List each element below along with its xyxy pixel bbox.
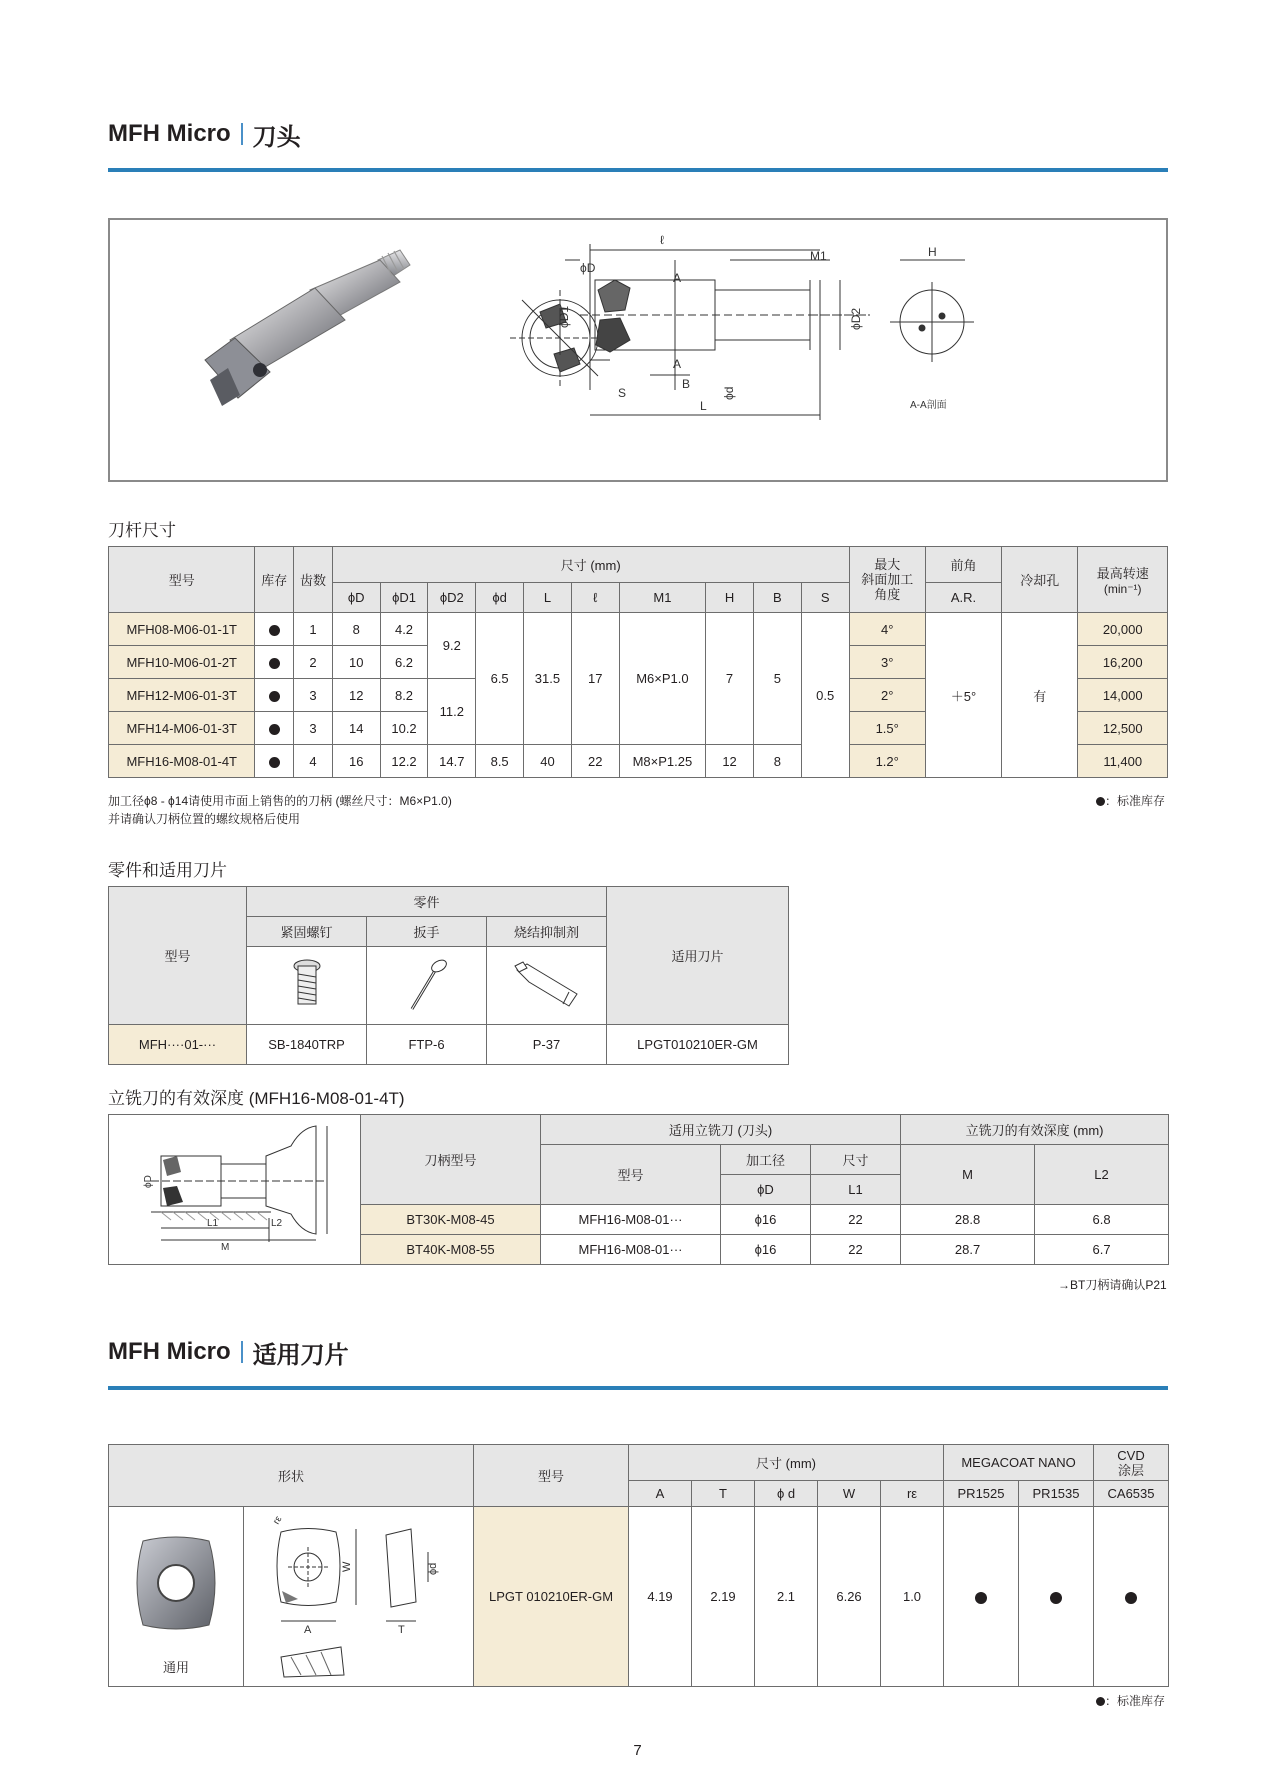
section-title: MFH Micro bbox=[108, 1338, 231, 1365]
stock-dot-icon bbox=[269, 658, 280, 669]
th-col-D: ϕD bbox=[332, 583, 380, 613]
label-L: L bbox=[700, 399, 707, 413]
cell-teeth: 3 bbox=[294, 679, 333, 712]
th-parts-model: 型号 bbox=[109, 887, 247, 1025]
cell-D: 8 bbox=[332, 613, 380, 646]
th-grade-CA6535: CA6535 bbox=[1094, 1481, 1169, 1507]
label-phiD1: ϕD1 bbox=[557, 305, 571, 328]
cell-applicable-model: MFH16-M08-01··· bbox=[541, 1235, 721, 1265]
th-col-H: H bbox=[706, 583, 754, 613]
cell-A: 4.19 bbox=[629, 1507, 692, 1687]
section-subtitle: 刀头 bbox=[252, 123, 301, 151]
label-A-bottom: A bbox=[673, 357, 682, 371]
label-A-top: A bbox=[673, 271, 682, 285]
anti-seize-picture-cell bbox=[487, 947, 607, 1025]
insert-photo-cell bbox=[109, 1507, 244, 1687]
cell-D1: 4.2 bbox=[380, 613, 428, 646]
th-grade-PR1525: PR1525 bbox=[944, 1481, 1019, 1507]
cell-D1: 8.2 bbox=[380, 679, 428, 712]
th-insert-model: 型号 bbox=[474, 1445, 629, 1507]
cell-M1: M6×P1.0 bbox=[619, 613, 705, 745]
cell-model: MFH12-M06-01-3T bbox=[109, 679, 255, 712]
legend-text: ：标准库存 bbox=[1105, 1694, 1166, 1708]
cell-PR1525 bbox=[944, 1507, 1019, 1687]
th-teeth: 齿数 bbox=[294, 547, 333, 613]
cell-PR1535 bbox=[1019, 1507, 1094, 1687]
cell-teeth: 4 bbox=[294, 745, 333, 778]
cell-speed: 14,000 bbox=[1078, 679, 1168, 712]
cell-B: 5 bbox=[753, 613, 801, 745]
table1-legend bbox=[1096, 792, 1165, 809]
stock-dot-icon bbox=[1050, 1592, 1062, 1604]
label-phid: ϕd bbox=[722, 386, 736, 400]
label-section: A-A剖面 bbox=[910, 400, 947, 411]
cell-applicable-model: MFH16-M08-01··· bbox=[541, 1205, 721, 1235]
label-L2: L2 bbox=[270, 1218, 282, 1229]
cell-stock bbox=[255, 646, 294, 679]
th-rake: 前角 bbox=[925, 547, 1001, 583]
cell-model: MFH10-M06-01-2T bbox=[109, 646, 255, 679]
cell-holder: BT30K-M08-45 bbox=[361, 1205, 541, 1235]
th-wrench: 扳手 bbox=[367, 917, 487, 947]
screw-picture-cell bbox=[247, 947, 367, 1025]
title-separator bbox=[241, 123, 243, 145]
th-col-M1: M1 bbox=[619, 583, 705, 613]
stock-dot-icon bbox=[975, 1592, 987, 1604]
th-insert: 适用刀片 bbox=[607, 887, 789, 1025]
cell-angle: 2° bbox=[849, 679, 925, 712]
tool-head-figure bbox=[108, 218, 1168, 482]
th-cvd: CVD 涂层 bbox=[1094, 1445, 1169, 1481]
th-coolant: 冷却孔 bbox=[1002, 547, 1078, 613]
cell-D2: 9.2 bbox=[428, 613, 476, 679]
label-depth-phiD: ϕD bbox=[142, 1175, 154, 1188]
th-col-D1: ϕD1 bbox=[380, 583, 428, 613]
cell-D2: 14.7 bbox=[428, 745, 476, 778]
shank-dimensions-table bbox=[108, 546, 1168, 778]
th-max-angle: 最大 斜面加工 角度 bbox=[849, 547, 925, 613]
cell-stock bbox=[255, 712, 294, 745]
wrench-picture-cell bbox=[367, 947, 487, 1025]
label-re: rε bbox=[270, 1514, 284, 1527]
th-L2: L2 bbox=[1035, 1145, 1169, 1205]
cell-D1: 10.2 bbox=[380, 712, 428, 745]
th-col-T: T bbox=[692, 1481, 755, 1507]
label-B: B bbox=[682, 377, 691, 391]
header-rule bbox=[108, 168, 1168, 172]
th-dimensions: 尺寸 (mm) bbox=[332, 547, 849, 583]
cell-stock bbox=[255, 613, 294, 646]
th-insert-dims: 尺寸 (mm) bbox=[629, 1445, 944, 1481]
stock-dot-icon bbox=[1096, 797, 1105, 806]
cell-L2: 6.7 bbox=[1035, 1235, 1169, 1265]
cell-D: 14 bbox=[332, 712, 380, 745]
label-M1: M1 bbox=[810, 249, 827, 263]
th-col-D2: ϕD2 bbox=[428, 583, 476, 613]
page-number: 7 bbox=[633, 1742, 642, 1759]
cell-angle: 3° bbox=[849, 646, 925, 679]
cell-ell: 22 bbox=[571, 745, 619, 778]
effective-depth-heading: 立铣刀的有效深度 (MFH16-M08-01-4T) bbox=[108, 1089, 405, 1108]
th-max-speed bbox=[1078, 547, 1168, 613]
cell-D1: 6.2 bbox=[380, 646, 428, 679]
th-screw: 紧固螺钉 bbox=[247, 917, 367, 947]
cell-angle: 1.5° bbox=[849, 712, 925, 745]
th-applicable-model: 型号 bbox=[541, 1145, 721, 1205]
cell-M1: M8×P1.25 bbox=[619, 745, 705, 778]
cell-insert-model: LPGT 010210ER-GM bbox=[474, 1507, 629, 1687]
cell-re: 1.0 bbox=[881, 1507, 944, 1687]
cell-angle: 4° bbox=[849, 613, 925, 646]
table-row bbox=[109, 1507, 1169, 1687]
th-col-A: A bbox=[629, 1481, 692, 1507]
cell-dia: ϕ16 bbox=[721, 1205, 811, 1235]
cell-d: 2.1 bbox=[755, 1507, 818, 1687]
th-M: M bbox=[901, 1145, 1035, 1205]
cell-teeth: 3 bbox=[294, 712, 333, 745]
th-col-W: W bbox=[818, 1481, 881, 1507]
cell-teeth: 2 bbox=[294, 646, 333, 679]
tool-photo bbox=[205, 250, 410, 406]
cell-D: 10 bbox=[332, 646, 380, 679]
cell-W: 6.26 bbox=[818, 1507, 881, 1687]
stock-dot-icon bbox=[1125, 1592, 1137, 1604]
insert-table bbox=[108, 1444, 1169, 1687]
bt-holder-note: →BT刀柄请确认P21 bbox=[1058, 1278, 1167, 1292]
table-row bbox=[109, 613, 1168, 646]
label-M: M bbox=[220, 1242, 229, 1253]
cell-parts-model: MFH····01-··· bbox=[109, 1025, 247, 1065]
th-anti-seize: 烧结抑制剂 bbox=[487, 917, 607, 947]
section-header-inserts bbox=[108, 1336, 1168, 1368]
cell-model: MFH14-M06-01-3T bbox=[109, 712, 255, 745]
cell-L1: 22 bbox=[811, 1235, 901, 1265]
tube-icon bbox=[507, 956, 587, 1012]
shank-dimensions-heading: 刀杆尺寸 bbox=[108, 521, 176, 540]
section-header-tool-head bbox=[108, 118, 1168, 150]
cell-S: 0.5 bbox=[801, 613, 849, 778]
wrench-icon bbox=[402, 954, 452, 1014]
cell-d: 8.5 bbox=[476, 745, 524, 778]
cell-ell: 17 bbox=[571, 613, 619, 745]
cell-M: 28.7 bbox=[901, 1235, 1035, 1265]
th-rake-sub: A.R. bbox=[925, 583, 1001, 613]
tool-drawings bbox=[110, 220, 1166, 480]
cell-anti-seize: P-37 bbox=[487, 1025, 607, 1065]
stock-dot-icon bbox=[269, 724, 280, 735]
label-S: S bbox=[618, 386, 627, 400]
label-phiD2: ϕD2 bbox=[849, 307, 863, 330]
cell-D: 12 bbox=[332, 679, 380, 712]
th-megacoat: MEGACOAT NANO bbox=[944, 1445, 1094, 1481]
cell-speed: 12,500 bbox=[1078, 712, 1168, 745]
cell-M: 28.8 bbox=[901, 1205, 1035, 1235]
label-phid: ϕd bbox=[426, 1562, 439, 1575]
cell-model: MFH16-M08-01-4T bbox=[109, 745, 255, 778]
depth-drawing bbox=[111, 1116, 359, 1260]
cell-wrench: FTP-6 bbox=[367, 1025, 487, 1065]
shape-label: 通用 bbox=[162, 1660, 189, 1675]
th-stock: 库存 bbox=[255, 547, 294, 613]
cell-insert: LPGT010210ER-GM bbox=[607, 1025, 789, 1065]
label-H: H bbox=[928, 245, 937, 259]
insert-drawing bbox=[246, 1507, 472, 1683]
cell-holder: BT40K-M08-55 bbox=[361, 1235, 541, 1265]
cell-H: 12 bbox=[706, 745, 754, 778]
th-grade-PR1535: PR1535 bbox=[1019, 1481, 1094, 1507]
label-A: A bbox=[303, 1624, 311, 1636]
label-W: W bbox=[340, 1561, 353, 1572]
legend-text: ：标准库存 bbox=[1105, 794, 1166, 808]
cell-L: 40 bbox=[524, 745, 572, 778]
th-shape: 形状 bbox=[109, 1445, 474, 1507]
th-max-speed-label: 最高转速 bbox=[1096, 566, 1149, 581]
section-title: MFH Micro bbox=[108, 120, 231, 147]
screw-icon bbox=[287, 956, 327, 1012]
th-applicable: 适用立铣刀 (刀头) bbox=[541, 1115, 901, 1145]
cell-L1: 22 bbox=[811, 1205, 901, 1235]
th-dia: 加工径 bbox=[721, 1145, 811, 1175]
cell-rake: ＋5° bbox=[925, 613, 1001, 778]
section-subtitle: 适用刀片 bbox=[252, 1341, 349, 1369]
cell-dia: ϕ16 bbox=[721, 1235, 811, 1265]
th-model: 型号 bbox=[109, 547, 255, 613]
cell-stock bbox=[255, 679, 294, 712]
cell-H: 7 bbox=[706, 613, 754, 745]
table1-note-1: 加工径ϕ8 - ϕ14请使用市面上销售的的刀柄 (螺丝尺寸：M6×P1.0) bbox=[108, 794, 452, 808]
effective-depth-table bbox=[108, 1114, 1169, 1265]
label-T: T bbox=[397, 1624, 405, 1636]
cell-angle: 1.2° bbox=[849, 745, 925, 778]
th-depth: 立铣刀的有效深度 (mm) bbox=[901, 1115, 1169, 1145]
cell-B: 8 bbox=[753, 745, 801, 778]
stock-dot-icon bbox=[269, 691, 280, 702]
th-col-d: ϕd bbox=[476, 583, 524, 613]
depth-figure-cell bbox=[109, 1115, 361, 1265]
stock-dot-icon bbox=[1096, 1697, 1105, 1706]
cell-model: MFH08-M06-01-1T bbox=[109, 613, 255, 646]
cell-coolant: 有 bbox=[1002, 613, 1078, 778]
cell-speed: 16,200 bbox=[1078, 646, 1168, 679]
stock-dot-icon bbox=[269, 625, 280, 636]
th-col-ell: ℓ bbox=[571, 583, 619, 613]
th-size: 尺寸 bbox=[811, 1145, 901, 1175]
th-col-L: L bbox=[524, 583, 572, 613]
insert-drawing-cell bbox=[244, 1507, 474, 1687]
label-L1: L1 bbox=[206, 1218, 218, 1229]
cell-stock bbox=[255, 745, 294, 778]
parts-table bbox=[108, 886, 789, 1065]
th-parts: 零件 bbox=[247, 887, 607, 917]
th-col-d: ϕ d bbox=[755, 1481, 818, 1507]
table-row bbox=[109, 1025, 789, 1065]
cell-CA6535 bbox=[1094, 1507, 1169, 1687]
label-phiD: ϕD bbox=[580, 261, 596, 275]
side-view-drawing bbox=[560, 244, 870, 420]
cell-speed: 11,400 bbox=[1078, 745, 1168, 778]
cell-L2: 6.8 bbox=[1035, 1205, 1169, 1235]
cell-L: 31.5 bbox=[524, 613, 572, 745]
th-phiD: ϕD bbox=[721, 1175, 811, 1205]
th-col-re: rε bbox=[881, 1481, 944, 1507]
cell-D2: 11.2 bbox=[428, 679, 476, 745]
label-ell: ℓ bbox=[660, 233, 664, 247]
table4-legend bbox=[1096, 1692, 1165, 1709]
table1-note-2: 并请确认刀柄位置的螺纹规格后使用 bbox=[108, 812, 301, 826]
cell-D: 16 bbox=[332, 745, 380, 778]
cell-d: 6.5 bbox=[476, 613, 524, 745]
cell-teeth: 1 bbox=[294, 613, 333, 646]
th-col-S: S bbox=[801, 583, 849, 613]
parts-heading: 零件和适用刀片 bbox=[108, 861, 227, 880]
stock-dot-icon bbox=[269, 757, 280, 768]
cell-speed: 20,000 bbox=[1078, 613, 1168, 646]
cell-screw: SB-1840TRP bbox=[247, 1025, 367, 1065]
section-view-drawing bbox=[890, 260, 974, 362]
cell-T: 2.19 bbox=[692, 1507, 755, 1687]
th-max-speed-unit: (min⁻¹) bbox=[1103, 582, 1142, 596]
th-holder: 刀柄型号 bbox=[361, 1115, 541, 1205]
th-L1: L1 bbox=[811, 1175, 901, 1205]
title-separator bbox=[241, 1341, 243, 1363]
header-rule bbox=[108, 1386, 1168, 1390]
th-col-B: B bbox=[753, 583, 801, 613]
insert-photo bbox=[131, 1533, 221, 1633]
cell-D1: 12.2 bbox=[380, 745, 428, 778]
